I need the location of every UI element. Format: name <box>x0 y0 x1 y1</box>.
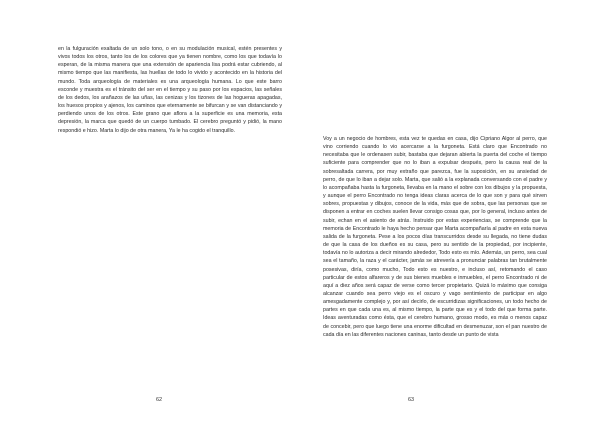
left-page-number: 62 <box>156 397 163 403</box>
left-page-text: en la fulguración exaltada de un solo tono, o en su modulación musical, estén presentes y vivos todos los otros, tanto los de los colores que ya tienen nombre, como los que todavía lo esperan, de la misma manera que una extensión de apariencia lisa podrá estar cubriendo, al mismo tiempo que las manifiesta, las huellas de todo lo vivido y acontecido en la historia del mundo. Toda arqueología de materiales es una arqueología humana. Lo que este barro esconde y muestra es el tránsito del ser en el tiempo y su paso por los espacios, las señales de los dedos, los arañazos de las uñas, las cenizas y los tizones de las hogueras apagadas, los huesos propios y ajenos, los caminos que eternamente se bifurcan y se van distanciando y perdiendo unos de los otros. Este grano que aflora a la superficie es una memoria, esta depresión, la marca que quedó de un cuerpo tumbado. El cerebro preguntó y pidió, la mano respondió e hizo. Marta lo dijo de otra manera, Ya le ha cogido el tranquillo. <box>58 46 282 134</box>
right-page-number: 63 <box>408 397 415 403</box>
right-page-text: Voy a un negocio de hombres, esta vez te quedas en casa, dijo Cipriano Algor al perro, que vino corriendo cuando lo vio acercarse a la furgoneta. Está claro que Encontrado no necesitaba que le ordenasen subir, bastaba que dejaran abierta la puerta del coche el tiempo suficiente para comprender que no lo iban a expulsar después, pero la causa real de la sobresaltada carrera, por muy extraño que parezca, fue la suposición, en su ansiedad de perro, de que lo iban a dejar solo. Marta, que salió a la explanada conversando con el padre y lo acompañaba hasta la furgoneta, llevaba en la mano el sobre con los dibujos y la propuesta, y aunque el perro Encontrado no tenga ideas claras acerca de lo que son y para qué sirven sobres, propuestas y dibujos, conoce de la vida, más que de sobra, que las personas que se disponen a entrar en coches suelen llevar consigo cosas que, por lo general, incluso antes de subir, echan en el asiento de atrás. Instruido por estas experiencias, se comprende que la memoria de Encontrado le haya hecho pensar que Marta acompañaría al padre en esta nueva salida de la furgoneta. Pese a los pocos días transcurridos desde su llegada, no tiene dudas de que la casa de los dueños es su casa, pero su sentido de la propiedad, por incipiente, todavía no lo autoriza a decir mirando alrededor, Todo esto es mío. Además, un perro, sea cual sea el tamaño, la raza y el carácter, jamás se atrevería a pronunciar palabras tan brutalmente posesivas, diría, como mucho, Todo esto es nuestro, e incluso así, retomando el caso particular de estos alfareros y de sus bienes muebles e inmuebles, el perro Encontrado ni de aquí a diez años será capaz de verse como tercer propietario. Quizá lo máximo que consiga alcanzar cuando sea perro viejo es el oscuro y vago sentimiento de participar en algo amesgadamente complejo y, por así decirlo, de escurridizas significaciones, un todo hecho de partes en que cada una es, al mismo tiempo, la parte que es y el todo del que forma parte. Ideas aventuradas como ésta, que el cerebro humano, grosso modo, es más o menos capaz de concebir, pero que luego tiene una enorme dificultad en desmenuzar, son el pan nuestro de cada día en las diferentes naciones caninas, tanto desde un punto de vista <box>323 136 547 338</box>
right-page <box>300 0 600 424</box>
